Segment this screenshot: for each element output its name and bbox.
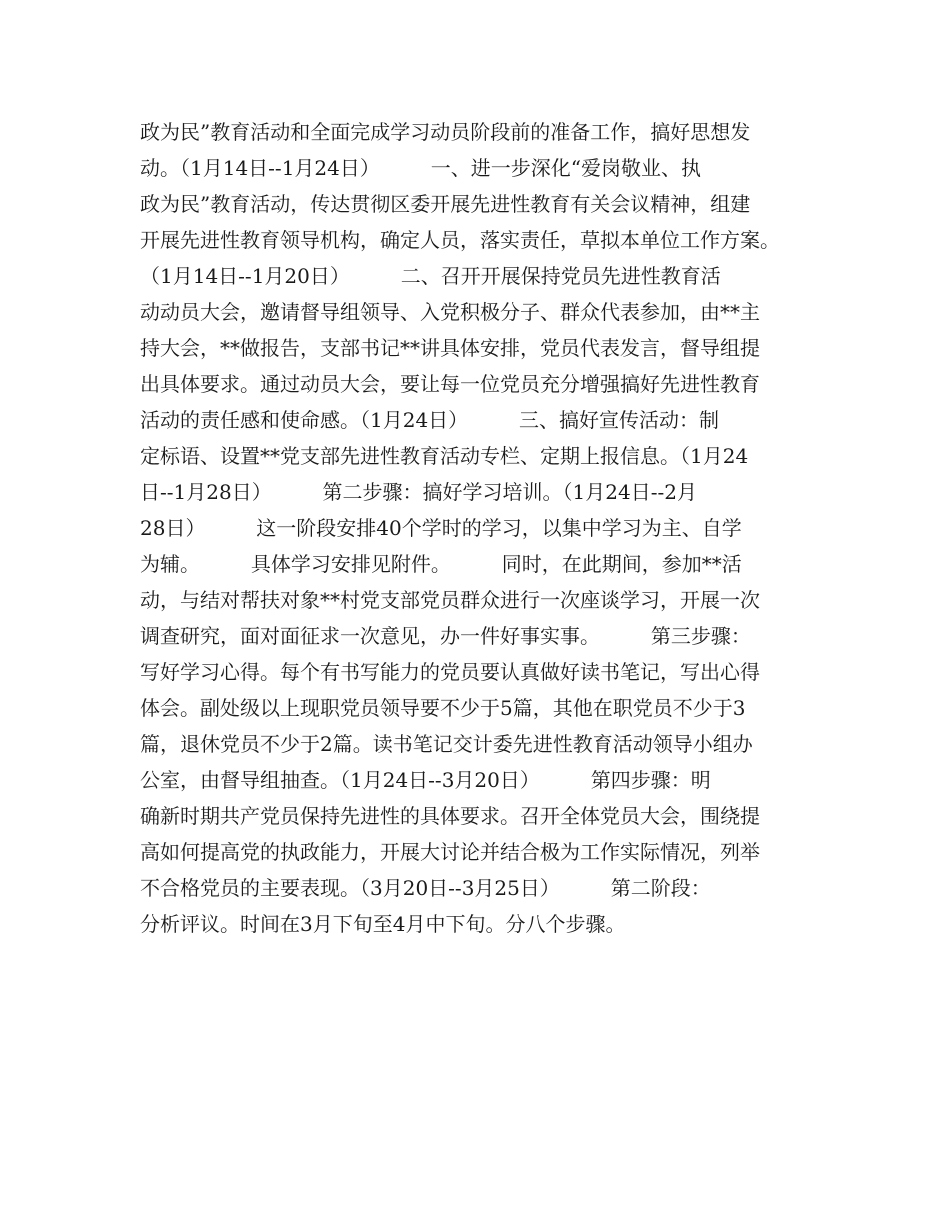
- text-line: 写好学习心得。每个有书写能力的党员要认真做好读书笔记，写出心得: [140, 660, 760, 684]
- text-line: 为辅。 具体学习安排见附件。 同时，在此期间，参加**活: [140, 552, 742, 576]
- text-line: 动动员大会，邀请督导组领导、入党积极分子、群众代表参加，由**主: [140, 300, 760, 324]
- text-line: 高如何提高党的执政能力，开展大讨论并结合极为工作实际情况，列举: [140, 840, 760, 864]
- text-line: （1月14日--1月20日） 二、召开开展保持党员先进性教育活: [140, 264, 721, 288]
- text-line: 确新时期共产党员保持先进性的具体要求。召开全体党员大会，围绕提: [140, 804, 760, 828]
- text-line: 开展先进性教育领导机构，确定人员，落实责任，草拟本单位工作方案。: [140, 228, 780, 252]
- text-line: 体会。副处级以上现职党员领导要不少于5篇，其他在职党员不少于3: [140, 696, 746, 720]
- text-line: 公室，由督导组抽查。（1月24日--3月20日） 第四步骤：明: [140, 768, 711, 792]
- text-line: 分析评议。时间在3月下旬至4月中下旬。分八个步骤。: [140, 912, 626, 936]
- text-line: 出具体要求。通过动员大会，要让每一位党员充分增强搞好先进性教育: [140, 372, 760, 396]
- text-line: 定标语、设置**党支部先进性教育活动专栏、定期上报信息。（1月24: [140, 444, 749, 468]
- text-line: 动，与结对帮扶对象**村党支部党员群众进行一次座谈学习，开展一次: [140, 588, 760, 612]
- text-line: 政为民”教育活动和全面完成学习动员阶段前的准备工作，搞好思想发: [140, 120, 751, 144]
- text-line: 篇，退休党员不少于2篇。读书笔记交计委先进性教育活动领导小组办: [140, 732, 753, 756]
- text-line: 政为民”教育活动，传达贯彻区委开展先进性教育有关会议精神，组建: [140, 192, 751, 216]
- text-line: 动。（1月14日--1月24日） 一、进一步深化“爱岗敬业、执: [140, 156, 701, 180]
- text-line: 不合格党员的主要表现。（3月20日--3月25日） 第二阶段：: [140, 876, 711, 900]
- document-body: [140, 114, 830, 942]
- text-line: 28日） 这一阶段安排40个学时的学习，以集中学习为主、自学: [140, 516, 742, 540]
- text-line: 活动的责任感和使命感。（1月24日） 三、搞好宣传活动：制: [140, 408, 720, 432]
- text-line: 持大会，**做报告，支部书记**讲具体安排，党员代表发言，督导组提: [140, 336, 760, 360]
- text-line: 日--1月28日） 第二步骤：搞好学习培训。（1月24日--2月: [140, 480, 697, 504]
- text-line: 调查研究，面对面征求一次意见，办一件好事实事。 第三步骤：: [140, 624, 751, 648]
